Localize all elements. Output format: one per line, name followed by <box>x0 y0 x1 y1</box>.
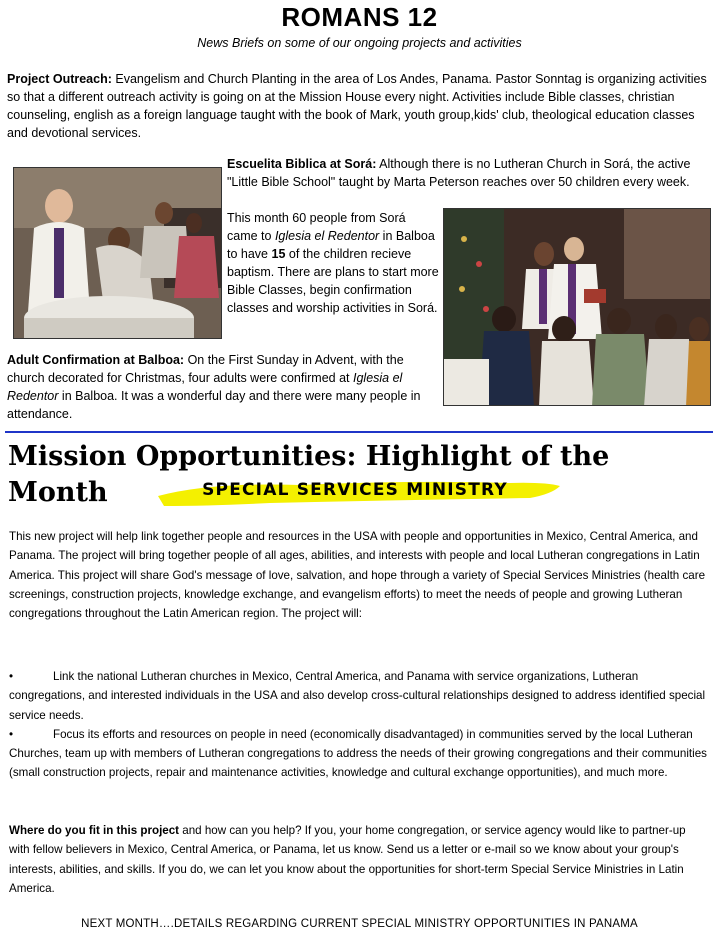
mission-intro: This new project will help link together people and resources in the USA with people and opportunities in Mexico, Central America, and Panama. The project will bring together people of all ages, abilities, and interests with people and local Lutheran congregations in Latin America. This project will share God's message of love, salvation, and hope through a variety of Special Services Ministries (health care screenings, construction projects, knowledge exchange, and evangelism efforts) to meet the needs of people and growing Lutheran congregations throughout the Latin American region. The project will: <box>9 530 706 621</box>
escuelita-church-name: Iglesia el Redentor <box>274 229 380 243</box>
project-outreach-paragraph <box>7 70 712 142</box>
project-outreach-heading: Project Outreach: <box>7 72 112 86</box>
adult-confirmation-paragraph <box>7 351 441 423</box>
escuelita-text-c: of the children recieve baptism. There are plans to start more Bible Classes, begin confirmation classes and worship activities in Sorá. <box>227 247 439 315</box>
confirmation-photo <box>443 208 711 406</box>
escuelita-paragraph-bottom <box>227 209 439 317</box>
escuelita-text-a: This month 60 people from Sorá came to <box>227 211 406 243</box>
adult-confirmation-text-b: in Balboa. It was a wonderful day and there were many people in attendance. <box>7 389 421 421</box>
newsletter-title: ROMANS 12 <box>281 2 438 32</box>
adult-confirmation-church-name: Iglesia el Redentor <box>7 371 403 403</box>
mission-opportunities-title: Mission Opportunities: Highlight of the Month <box>8 441 610 508</box>
adult-confirmation-heading: Adult Confirmation at Balboa: <box>7 353 185 367</box>
adult-confirmation-text-a: On the First Sunday in Advent, with the church decorated for Christmas, four adults were confirmed at <box>7 353 404 385</box>
where-do-you-fit-text: and how can you help? If you, your home congregation, or service agency would like to partner-up with fellow believers in Mexico, Central America, or Panama, let us know. Send us a letter or e-mail so we know about your group's interests, abilities, and skills. If you do, we can let you know about the opportunities for short-term Special Service Ministries in Latin America. <box>9 824 686 895</box>
bullet-icon: • <box>9 727 14 741</box>
mission-bullet-list <box>9 667 709 783</box>
section-divider <box>5 431 713 433</box>
list-item <box>9 725 709 783</box>
bullet-text: Focus its efforts and resources on people in need (economically disadvantaged) in communities served by the local Lutheran Churches, team up with members of Lutheran congregations to address the needs of their growing congregations and their communities (small construction projects, repair and maintenance activities, knowledge and cultural exchange opportunities), and much more. <box>9 727 707 780</box>
special-services-subtitle: SPECIAL SERVICES MINISTRY <box>202 480 508 500</box>
project-outreach-text: Evangelism and Church Planting in the area of Los Andes, Panama. Pastor Sonntag is organizing activities so that a different outreach activity is going on at the Mission House every night. Activities include Bible classes, christian counseling, english as a foreign language taught with the book of Mark, youth group,kids' club, theological education classes and devotional services. <box>7 72 707 140</box>
where-do-you-fit-paragraph <box>9 821 709 898</box>
where-do-you-fit-heading: Where do you fit in this project <box>9 824 180 837</box>
newsletter-subtitle: News Briefs on some of our ongoing projects and activities <box>197 36 522 50</box>
next-month-teaser: NEXT MONTH….DETAILS REGARDING CURRENT SPECIAL MINISTRY OPPORTUNITIES IN PANAMA <box>81 918 638 930</box>
masthead <box>0 2 719 50</box>
bullet-text: Link the national Lutheran churches in Mexico, Central America, and Panama with service organizations, Lutheran congregations, and interested individuals in the USA and also develop cross-cultural relationships designed to address identified special service needs. <box>9 670 706 722</box>
escuelita-paragraph-top <box>227 155 712 191</box>
escuelita-text-top: Although there is no Lutheran Church in Sorá, the active "Little Bible School" taught by Marta Peterson reaches over 50 children every week. <box>227 157 691 189</box>
escuelita-text-b: in Balboa to have <box>227 229 435 261</box>
list-item <box>9 667 709 725</box>
bullet-icon: • <box>9 670 14 683</box>
baptism-photo <box>13 167 222 339</box>
escuelita-count: 15 <box>271 247 286 261</box>
escuelita-heading: Escuelita Biblica at Sorá: <box>227 157 377 171</box>
